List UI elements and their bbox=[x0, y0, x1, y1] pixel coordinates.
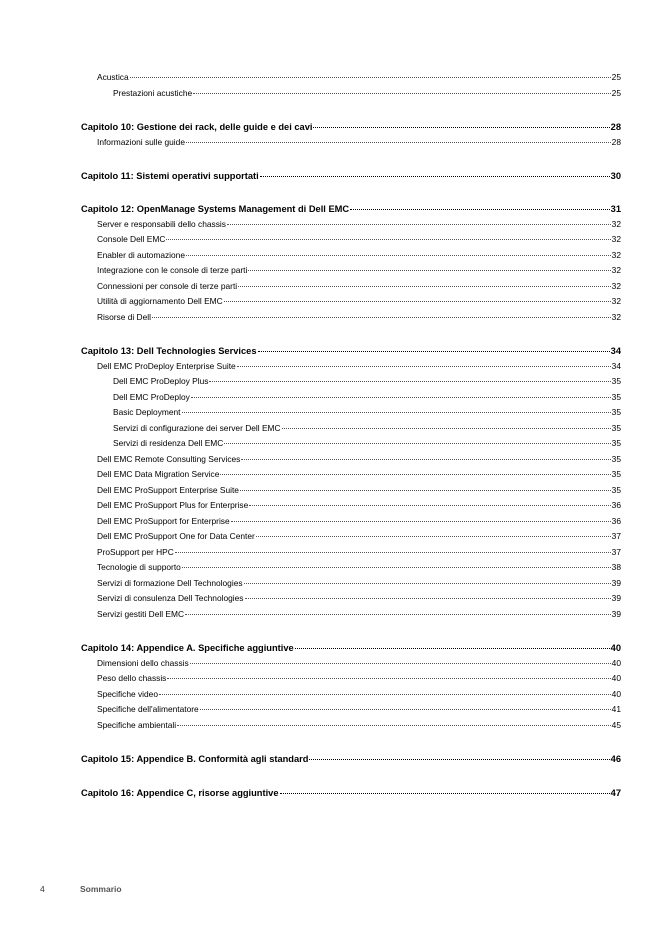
toc-entry-page: 35 bbox=[611, 438, 621, 448]
toc-entry-page: 32 bbox=[611, 312, 621, 322]
toc-entry-page: 40 bbox=[611, 673, 621, 683]
dot-leader bbox=[190, 663, 611, 664]
dot-leader bbox=[313, 127, 609, 128]
toc-entry[interactable] bbox=[81, 423, 621, 434]
dot-leader bbox=[309, 759, 609, 760]
dot-leader bbox=[177, 725, 611, 726]
dot-leader bbox=[200, 709, 611, 710]
toc-entry[interactable] bbox=[81, 438, 621, 449]
toc-entry-title: Servizi di formazione Dell Technologies bbox=[97, 578, 243, 588]
toc-entry-title: Servizi gestiti Dell EMC bbox=[97, 609, 185, 619]
toc-entry-title: Server e responsabili dello chassis bbox=[97, 219, 226, 229]
dot-leader bbox=[130, 77, 611, 78]
dot-leader bbox=[186, 142, 611, 143]
toc-entry-page: 32 bbox=[611, 219, 621, 229]
toc-entry-title: Servizi di residenza Dell EMC bbox=[113, 438, 224, 448]
toc-chapter-entry[interactable] bbox=[81, 203, 621, 215]
toc-entry-page: 36 bbox=[611, 516, 621, 526]
dot-leader bbox=[209, 381, 610, 382]
toc-entry[interactable] bbox=[81, 578, 621, 589]
dot-leader bbox=[245, 598, 611, 599]
toc-entry-page: 31 bbox=[610, 204, 621, 214]
dot-leader bbox=[282, 428, 611, 429]
toc-entry-title: Informazioni sulle guide bbox=[97, 137, 185, 147]
toc-entry-title: Specifiche video bbox=[97, 689, 158, 699]
dot-leader bbox=[191, 397, 611, 398]
dot-leader bbox=[241, 459, 610, 460]
toc-chapter-entry[interactable] bbox=[81, 170, 621, 182]
dot-leader bbox=[220, 474, 610, 475]
dot-leader bbox=[175, 552, 611, 553]
dot-leader bbox=[256, 536, 611, 537]
toc-entry-page: 45 bbox=[611, 720, 621, 730]
toc-entry-page: 34 bbox=[611, 361, 621, 371]
toc-entry[interactable] bbox=[81, 485, 621, 496]
toc-entry[interactable] bbox=[81, 547, 621, 558]
toc-entry-title: Integrazione con le console di terze parti bbox=[97, 265, 248, 275]
dot-leader bbox=[182, 412, 611, 413]
toc-entry[interactable] bbox=[81, 250, 621, 261]
toc-entry[interactable] bbox=[81, 137, 621, 148]
dot-leader bbox=[240, 490, 611, 491]
toc-entry[interactable] bbox=[81, 88, 621, 99]
toc-entry-page: 35 bbox=[611, 407, 621, 417]
dot-leader bbox=[248, 270, 610, 271]
toc-entry-title: Dell EMC Data Migration Service bbox=[97, 469, 220, 479]
toc-chapter-entry[interactable] bbox=[81, 345, 621, 357]
dot-leader bbox=[152, 317, 611, 318]
toc-entry-page: 35 bbox=[611, 469, 621, 479]
dot-leader bbox=[186, 255, 611, 256]
dot-leader bbox=[167, 678, 610, 679]
toc-entry-title: Utilità di aggiornamento Dell EMC bbox=[97, 296, 223, 306]
toc-entry-title: Prestazioni acustiche bbox=[113, 88, 193, 98]
toc-entry-title: Risorse di Dell bbox=[97, 312, 151, 322]
dot-leader bbox=[238, 286, 611, 287]
toc-entry[interactable] bbox=[81, 673, 621, 684]
toc-entry-page: 32 bbox=[611, 250, 621, 260]
toc-chapter-entry[interactable] bbox=[81, 787, 621, 799]
toc-entry-title: Basic Deployment bbox=[113, 407, 181, 417]
toc-entry[interactable] bbox=[81, 689, 621, 700]
toc-entry-page: 35 bbox=[611, 454, 621, 464]
toc-entry-page: 35 bbox=[611, 485, 621, 495]
toc-entry-title: Servizi di configurazione dei server Dell EMC bbox=[113, 423, 281, 433]
toc-entry-page: 35 bbox=[611, 376, 621, 386]
toc-entry-page: 25 bbox=[611, 72, 621, 82]
toc-entry-page: 32 bbox=[611, 234, 621, 244]
toc-entry-title: Specifiche ambientali bbox=[97, 720, 177, 730]
toc-entry-title: Dimensioni dello chassis bbox=[97, 658, 189, 668]
toc-entry-page: 34 bbox=[610, 346, 621, 356]
toc-entry-page: 46 bbox=[610, 754, 621, 764]
toc-entry-title: Capitolo 11: Sistemi operativi supportati bbox=[81, 171, 259, 181]
toc-entry-page: 39 bbox=[611, 578, 621, 588]
toc-entry-title: Capitolo 15: Appendice B. Conformità agli standard bbox=[81, 754, 309, 764]
toc-entry-page: 40 bbox=[611, 658, 621, 668]
toc-entry[interactable] bbox=[81, 281, 621, 292]
toc-entry-title: Console Dell EMC bbox=[97, 234, 166, 244]
toc-entry-title: Peso dello chassis bbox=[97, 673, 167, 683]
toc-entry-page: 28 bbox=[611, 137, 621, 147]
dot-leader bbox=[227, 224, 611, 225]
toc-entry[interactable] bbox=[81, 720, 621, 731]
toc-entry-title: ProSupport per HPC bbox=[97, 547, 174, 557]
toc-entry-page: 32 bbox=[611, 265, 621, 275]
footer-section-label: Sommario bbox=[80, 884, 122, 894]
toc-entry[interactable] bbox=[81, 531, 621, 542]
toc-entry-page: 47 bbox=[610, 788, 621, 798]
toc-entry-title: Dell EMC ProDeploy Plus bbox=[113, 376, 209, 386]
footer-page-number: 4 bbox=[40, 884, 45, 894]
toc-entry[interactable] bbox=[81, 658, 621, 669]
toc-entry-title: Connessioni per console di terze parti bbox=[97, 281, 238, 291]
dot-leader bbox=[182, 567, 611, 568]
toc-entry[interactable] bbox=[81, 407, 621, 418]
toc-entry-page: 30 bbox=[610, 171, 621, 181]
toc-entry-title: Specifiche dell'alimentatore bbox=[97, 704, 199, 714]
toc-entry-page: 32 bbox=[611, 296, 621, 306]
toc-entry-title: Capitolo 14: Appendice A. Specifiche aggiuntive bbox=[81, 643, 294, 653]
toc-entry-title: Capitolo 16: Appendice C, risorse aggiuntive bbox=[81, 788, 279, 798]
toc-entry-page: 28 bbox=[610, 122, 621, 132]
toc-entry-title: Servizi di consulenza Dell Technologies bbox=[97, 593, 244, 603]
toc-entry[interactable] bbox=[81, 72, 621, 83]
toc-entry-title: Dell EMC ProSupport One for Data Center bbox=[97, 531, 255, 541]
toc-entry-title: Dell EMC ProDeploy bbox=[113, 392, 190, 402]
toc-entry-page: 35 bbox=[611, 392, 621, 402]
toc-entry[interactable] bbox=[81, 704, 621, 715]
toc-chapter-entry[interactable] bbox=[81, 642, 621, 654]
toc-entry-page: 41 bbox=[611, 704, 621, 714]
toc-entry-page: 40 bbox=[611, 689, 621, 699]
dot-leader bbox=[166, 239, 610, 240]
dot-leader bbox=[244, 583, 611, 584]
toc-entry[interactable] bbox=[81, 234, 621, 245]
toc-entry-page: 25 bbox=[611, 88, 621, 98]
toc-entry[interactable] bbox=[81, 609, 621, 620]
dot-leader bbox=[159, 694, 611, 695]
toc-entry[interactable] bbox=[81, 361, 621, 372]
toc-entry[interactable] bbox=[81, 469, 621, 480]
toc-entry-title: Capitolo 13: Dell Technologies Services bbox=[81, 346, 257, 356]
toc-entry-page: 35 bbox=[611, 423, 621, 433]
toc-chapter-entry[interactable] bbox=[81, 753, 621, 765]
toc-entry[interactable] bbox=[81, 454, 621, 465]
toc-entry-title: Dell EMC ProSupport Enterprise Suite bbox=[97, 485, 239, 495]
toc-entry[interactable] bbox=[81, 312, 621, 323]
toc-entry-title: Enabler di automazione bbox=[97, 250, 185, 260]
toc-entry-page: 39 bbox=[611, 593, 621, 603]
toc-entry-title: Dell EMC ProDeploy Enterprise Suite bbox=[97, 361, 236, 371]
toc-entry[interactable] bbox=[81, 376, 621, 387]
toc-entry[interactable] bbox=[81, 265, 621, 276]
toc-entry-page: 32 bbox=[611, 281, 621, 291]
dot-leader bbox=[231, 521, 611, 522]
toc-entry[interactable] bbox=[81, 296, 621, 307]
dot-leader bbox=[224, 301, 611, 302]
dot-leader bbox=[249, 505, 610, 506]
toc-entry[interactable] bbox=[81, 392, 621, 403]
dot-leader bbox=[224, 443, 610, 444]
dot-leader bbox=[280, 793, 610, 794]
toc-entry-title: Acustica bbox=[97, 72, 129, 82]
toc-entry-title: Dell EMC ProSupport for Enterprise bbox=[97, 516, 230, 526]
toc-entry-page: 37 bbox=[611, 547, 621, 557]
toc-entry-title: Dell EMC ProSupport Plus for Enterprise bbox=[97, 500, 249, 510]
toc-entry-page: 40 bbox=[610, 643, 621, 653]
dot-leader bbox=[185, 614, 611, 615]
dot-leader bbox=[258, 351, 610, 352]
dot-leader bbox=[193, 93, 611, 94]
toc-entry[interactable] bbox=[81, 593, 621, 604]
toc-entry-title: Capitolo 10: Gestione dei rack, delle guide e dei cavi bbox=[81, 122, 313, 132]
dot-leader bbox=[237, 366, 611, 367]
toc-entry-page: 37 bbox=[611, 531, 621, 541]
toc-entry-title: Tecnologie di supporto bbox=[97, 562, 181, 572]
dot-leader bbox=[295, 648, 610, 649]
dot-leader bbox=[260, 176, 610, 177]
toc-entry-page: 39 bbox=[611, 609, 621, 619]
toc-entry-title: Dell EMC Remote Consulting Services bbox=[97, 454, 241, 464]
toc-entry[interactable] bbox=[81, 516, 621, 527]
toc-chapter-entry[interactable] bbox=[81, 121, 621, 133]
toc-entry[interactable] bbox=[81, 219, 621, 230]
toc-entry[interactable] bbox=[81, 500, 621, 511]
toc-entry-page: 36 bbox=[611, 500, 621, 510]
toc-entry-page: 38 bbox=[611, 562, 621, 572]
dot-leader bbox=[350, 209, 610, 210]
toc-entry[interactable] bbox=[81, 562, 621, 573]
toc-entry-title: Capitolo 12: OpenManage Systems Management di Dell EMC bbox=[81, 204, 350, 214]
